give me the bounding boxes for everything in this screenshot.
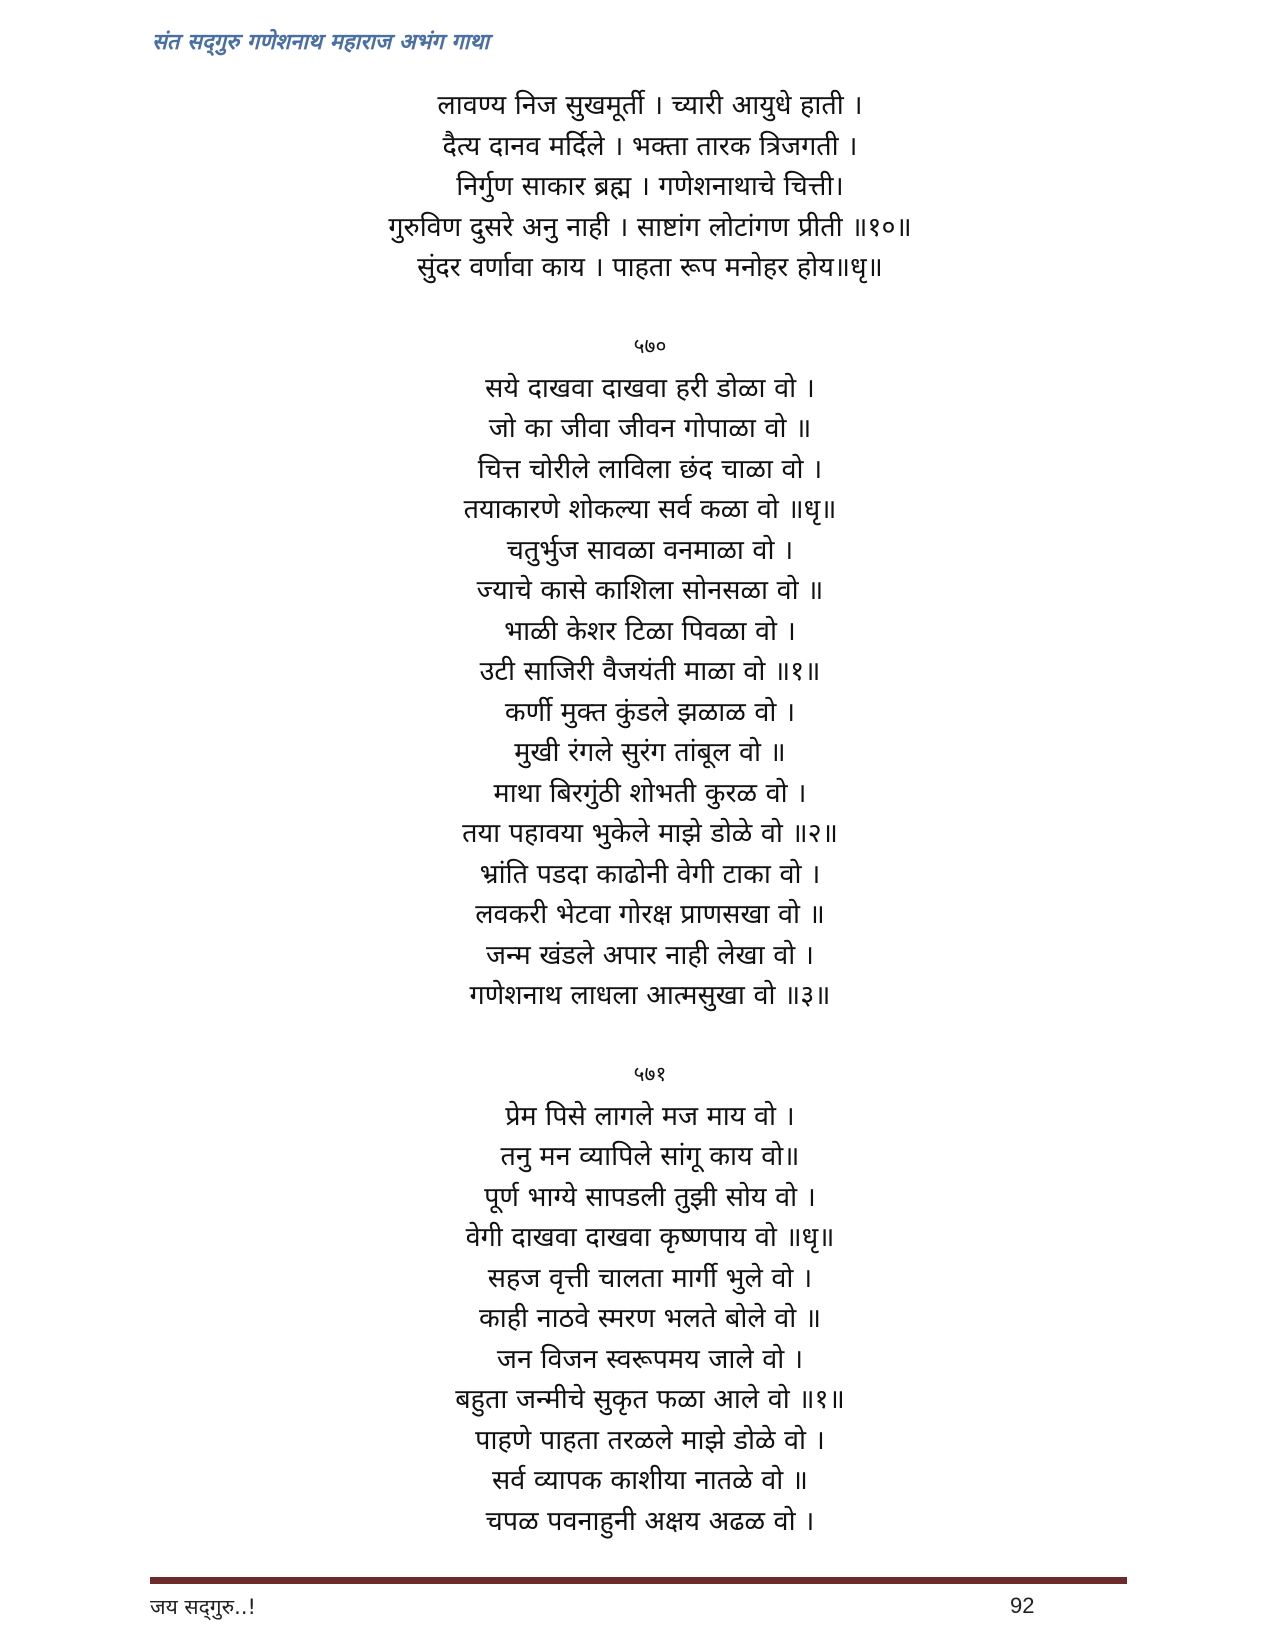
verse-line: उटी साजिरी वैजयंती माळा वो ॥१॥: [479, 656, 821, 687]
verse-line: गणेशनाथ लाधला आत्मसुखा वो ॥३॥: [469, 980, 831, 1011]
verse-line: पूर्ण भाग्ये सापडली तुझी सोय वो ।: [484, 1181, 816, 1213]
verse-line: चपळ पवनाहुनी अक्षय अढळ वो ।: [485, 1505, 815, 1537]
verse-line: निर्गुण साकार ब्रह्म । गणेशनाथाचे चित्ती।: [456, 171, 844, 202]
verse-line: दैत्य दानव मर्दिले । भक्ता तारक त्रिजगती ।: [442, 130, 858, 162]
verse-line: कर्णी मुक्त कुंडले झळाळ वो ।: [504, 696, 796, 728]
page-header-title: संत सद्‌गुरु गणेशनाथ महाराज अभंग गाथा: [152, 30, 490, 55]
verse-line: जो का जीवा जीवन गोपाळा वो ॥: [488, 413, 812, 444]
abhang-570: [200, 333, 1100, 1017]
verse-line: तनु मन व्यापिले सांगू काय वो॥: [500, 1141, 800, 1172]
stanza-gap: [200, 1017, 1100, 1061]
abhang-571: [200, 1061, 1100, 1543]
verse-line: वेगी दाखवा दाखवा कृष्णपाय वो ॥धृ॥: [465, 1222, 835, 1253]
verse-line: मुखी रंगले सुरंग तांबूल वो ॥: [514, 737, 786, 768]
verse-line: काही नाठवे स्मरण भलते बोले वो ॥: [478, 1303, 821, 1334]
verse-line: जन विजन स्वरूपमय जाले वो ।: [496, 1343, 804, 1375]
footer-salutation: जय सद्‌गुरु..!: [150, 1595, 256, 1619]
verse-line: चित्त चोरीले लाविला छंद चाळा वो ।: [477, 453, 823, 485]
verse-line: तया पहावया भुकेले माझे डोळे वो ॥२॥: [462, 818, 838, 849]
page-number: 92: [1010, 1593, 1035, 1618]
verse-line: भ्रांति पडदा काढोनी वेगी टाका वो ।: [479, 858, 821, 890]
verse-line: लावण्य निज सुखमूर्ती । च्यारी आयुधे हाती ।: [437, 90, 863, 121]
abhang-number: ५७०: [633, 333, 667, 358]
verse-line: सये दाखवा दाखवा हरी डोळा वो ।: [485, 372, 815, 404]
verse-line: लवकरी भेटवा गोरक्ष प्राणसखा वो ॥: [475, 899, 825, 930]
verse-line: प्रेम पिसे लागले मज माय वो ।: [505, 1100, 795, 1132]
verse-line: तयाकारणे शोकल्या सर्व कळा वो ॥धृ॥: [463, 494, 837, 525]
verse-line: गुरुविण दुसरे अनु नाही । साष्टांग लोटांगण प्रीती ॥१०॥: [388, 211, 912, 243]
verse-line: भाळी केशर टिळा पिवळा वो ।: [504, 615, 796, 647]
verse-line: सर्व व्यापक काशीया नातळे वो ॥: [492, 1465, 808, 1496]
verse-line: चतुर्भुज सावळा वनमाळा वो ।: [506, 534, 794, 566]
footer-divider: [150, 1577, 1127, 1584]
stanza-gap: [200, 289, 1100, 333]
verse-line: माथा बिरगुंठी शोभती कुरळ वो ।: [493, 777, 807, 809]
document-body: [200, 86, 1100, 1542]
verse-line: सुंदर वर्णावा काय । पाहता रूप मनोहर होय॥धृ॥: [417, 252, 883, 283]
verse-line: जन्म खंडले अपार नाही लेखा वो ।: [485, 939, 815, 971]
verse-line: सहज वृत्ती चालता मार्गी भुले वो ।: [487, 1262, 813, 1294]
verse-line: ज्याचे कासे काशिला सोनसळा वो ॥: [476, 575, 824, 606]
verse-line: पाहणे पाहता तरळले माझे डोळे वो ।: [475, 1424, 825, 1456]
abhang-number: ५७१: [633, 1061, 667, 1086]
verse-line: बहुता जन्मीचे सुकृत फळा आले वो ॥१॥: [455, 1384, 845, 1415]
continued-stanza: [200, 86, 1100, 289]
